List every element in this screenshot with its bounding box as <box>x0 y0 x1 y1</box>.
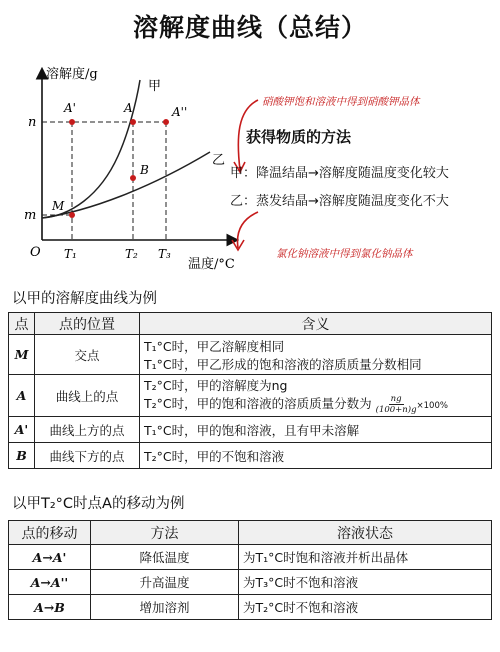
row-point: A <box>9 375 35 417</box>
section1-heading: 以甲的溶解度曲线为例 <box>12 291 157 307</box>
row-method: 降低温度 <box>91 545 239 570</box>
table-row <box>9 335 492 375</box>
point-meaning-table <box>8 312 492 469</box>
method-jia: 甲：降温结晶→溶解度随温度变化较大 <box>230 166 449 181</box>
mass-fraction <box>376 394 417 415</box>
table1-header-point: 点 <box>9 313 35 335</box>
table1-header-position: 点的位置 <box>35 313 140 335</box>
x-axis-label: 温度/°C <box>188 257 235 272</box>
point-b <box>130 175 136 181</box>
point-move-table <box>8 520 492 620</box>
table1-header-meaning: 含义 <box>140 313 492 335</box>
point-a1 <box>69 119 75 125</box>
row-move: A→A' <box>9 545 91 570</box>
curve-jia-label: 甲 <box>148 79 162 94</box>
row-position: 交点 <box>35 335 140 375</box>
frac-denominator: (100+n)g <box>375 405 417 415</box>
label-a: A <box>124 101 133 115</box>
tick-m: m <box>24 208 37 223</box>
solubility-graph <box>0 56 250 278</box>
handwritten-arrow-bottom <box>228 206 268 256</box>
row-state: 为T₃°C时不饱和溶液 <box>239 570 492 595</box>
row-position: 曲线下方的点 <box>35 443 140 469</box>
table-row <box>9 545 492 570</box>
row-state: 为T₁°C时饱和溶液并析出晶体 <box>239 545 492 570</box>
point-a <box>130 119 136 125</box>
row-point: M <box>9 335 35 375</box>
handwritten-top-note: 硝酸钾饱和溶液中得到硝酸钾晶体 <box>262 96 420 108</box>
meaning-text: T₂°C时，甲的饱和溶液的溶质质量分数为 <box>144 396 372 411</box>
table-row <box>9 570 492 595</box>
methods-heading: 获得物质的方法 <box>246 128 352 146</box>
table-row <box>9 417 492 443</box>
tick-t3: T₃ <box>158 247 171 261</box>
row-state: 为T₂°C时不饱和溶液 <box>239 595 492 620</box>
table2-header <box>9 521 492 545</box>
row-meaning: T₂°C时，甲的不饱和溶液 <box>140 443 492 469</box>
section2-heading: 以甲T₂°C时点A的移动为例 <box>12 496 185 512</box>
handwritten-bottom-note: 氯化钠溶液中得到氯化钠晶体 <box>276 248 413 260</box>
row-meaning <box>140 335 492 375</box>
row-point: B <box>9 443 35 469</box>
row-method: 增加溶剂 <box>91 595 239 620</box>
table2-header-move: 点的移动 <box>9 521 91 545</box>
table2-header-state: 溶液状态 <box>239 521 492 545</box>
row-position: 曲线上方的点 <box>35 417 140 443</box>
meaning-line-fraction <box>144 394 487 415</box>
method-yi: 乙：蒸发结晶→溶解度随温度变化不大 <box>230 194 449 209</box>
meaning-line: T₂°C时，甲的溶解度为ng <box>144 378 288 393</box>
origin-label: O <box>30 245 41 260</box>
row-position: 曲线上的点 <box>35 375 140 417</box>
table-row <box>9 443 492 469</box>
point-m <box>69 212 75 218</box>
point-a2 <box>163 119 169 125</box>
table-row <box>9 595 492 620</box>
tick-t2: T₂ <box>125 247 138 261</box>
label-a2: A'' <box>172 105 188 119</box>
row-move: A→A'' <box>9 570 91 595</box>
y-axis-label: 溶解度/g <box>46 67 98 82</box>
row-move: A→B <box>9 595 91 620</box>
frac-numerator: ng <box>390 394 402 404</box>
row-meaning: T₁°C时，甲的饱和溶液，且有甲未溶解 <box>140 417 492 443</box>
curve-yi <box>42 152 210 218</box>
label-a1: A' <box>64 101 76 115</box>
label-b: B <box>140 163 149 177</box>
percent-factor: ×100% <box>416 401 448 411</box>
table-row <box>9 375 492 417</box>
row-point: A' <box>9 417 35 443</box>
table1-header <box>9 313 492 335</box>
meaning-line: T₁°C时，甲乙溶解度相同 <box>144 338 285 354</box>
label-m: M <box>52 199 65 213</box>
tick-t1: T₁ <box>64 247 77 261</box>
row-meaning <box>140 375 492 417</box>
meaning-line: T₁°C时，甲乙形成的饱和溶液的溶质质量分数相同 <box>144 356 422 372</box>
page-title: 溶解度曲线（总结） <box>132 13 367 42</box>
table2-header-method: 方法 <box>91 521 239 545</box>
row-method: 升高温度 <box>91 570 239 595</box>
tick-n: n <box>28 115 37 130</box>
curve-yi-label: 乙 <box>212 153 226 168</box>
